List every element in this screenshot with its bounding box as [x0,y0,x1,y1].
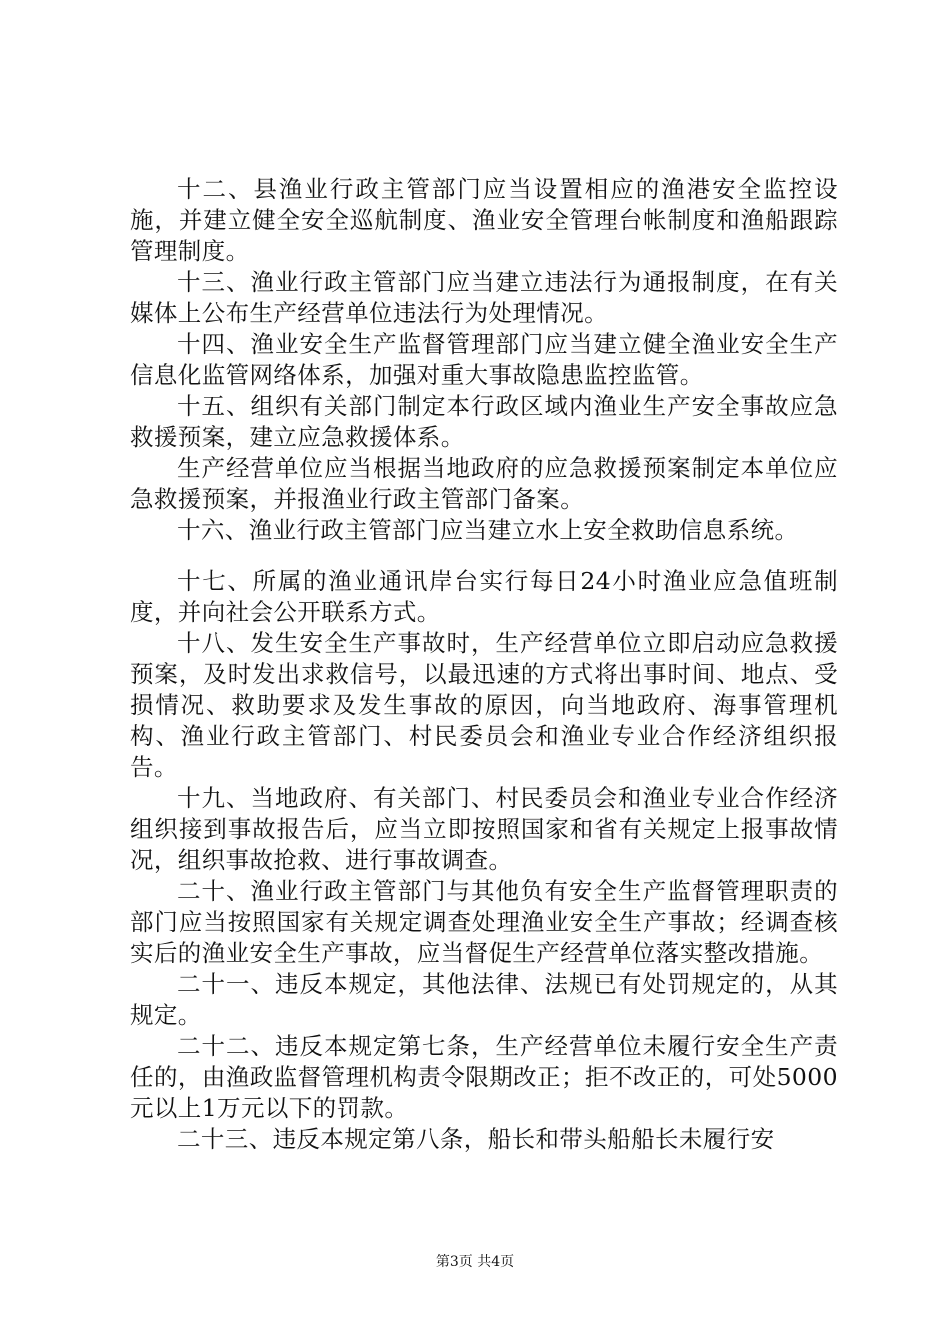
paragraph-15: 十五、组织有关部门制定本行政区域内渔业生产安全事故应急救援预案，建立应急救援体系。 [130,392,838,451]
paragraph-17: 十七、所属的渔业通讯岸台实行每日24小时渔业应急值班制度，并向社会公开联系方式。 [130,567,838,626]
paragraph-21: 二十一、违反本规定，其他法律、法规已有处罚规定的，从其规定。 [130,970,838,1029]
paragraph-20: 二十、渔业行政主管部门与其他负有安全生产监督管理职责的部门应当按照国家有关规定调查处理渔业安全生产事故；经调查核实后的渔业安全生产事故，应当督促生产经营单位落实整改措施。 [130,877,838,967]
paragraph-14: 十四、渔业安全生产监督管理部门应当建立健全渔业安全生产信息化监管网络体系，加强对重大事故隐患监控监管。 [130,330,838,389]
paragraph-12: 十二、县渔业行政主管部门应当设置相应的渔港安全监控设施，并建立健全安全巡航制度、渔业安全管理台帐制度和渔船跟踪管理制度。 [130,175,838,265]
paragraph-23: 二十三、违反本规定第八条，船长和带头船船长未履行安 [177,1125,775,1153]
paragraph-22: 二十二、违反本规定第七条，生产经营单位未履行安全生产责任的，由渔政监督管理机构责令限期改正；拒不改正的，可处5000元以上1万元以下的罚款。 [130,1032,838,1122]
paragraph-13: 十三、渔业行政主管部门应当建立违法行为通报制度，在有关媒体上公布生产经营单位违法行为处理情况。 [130,268,838,327]
paragraph-16: 十六、渔业行政主管部门应当建立水上安全救助信息系统。 [177,516,799,544]
paragraph-19: 十九、当地政府、有关部门、村民委员会和渔业专业合作经济组织接到事故报告后，应当立即按照国家和省有关规定上报事故情况，组织事故抢救、进行事故调查。 [130,784,838,874]
paragraph-18: 十八、发生安全生产事故时，生产经营单位立即启动应急救援预案，及时发出求救信号，以最迅速的方式将出事时间、地点、受损情况、救助要求及发生事故的原因，向当地政府、海事管理机构、渔业行政主管部门、村民委员会和渔业专业合作经济组织报告。 [130,629,838,781]
page-number-footer: 第3页 共4页 [435,1254,515,1270]
paragraph-15-supplement: 生产经营单位应当根据当地政府的应急救援预案制定本单位应急救援预案，并报渔业行政主管部门备案。 [130,454,838,513]
document-body [130,174,838,1155]
paragraph-gap [130,546,838,566]
